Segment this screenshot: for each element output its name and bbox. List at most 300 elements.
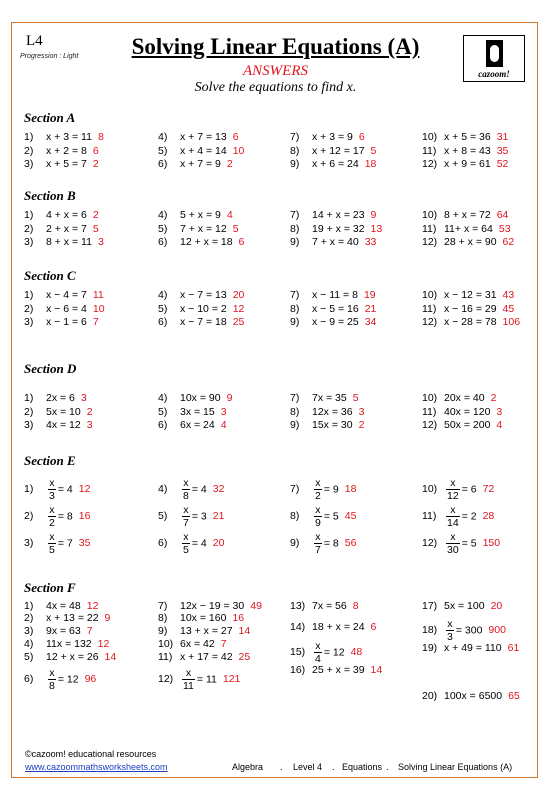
answer-value: 25	[238, 651, 251, 663]
question-number: 11)	[422, 222, 437, 235]
footer-level: Level 4	[293, 762, 323, 772]
fraction	[48, 477, 56, 502]
question-item	[158, 531, 224, 556]
equation-text: x − 5 = 16	[312, 302, 359, 315]
answer-value: 35	[496, 144, 509, 157]
footer-unit: Equations	[342, 762, 383, 772]
footer-url[interactable]: www.cazoommathsworksheets.com	[25, 762, 168, 772]
equation-rhs: = 12	[57, 673, 79, 686]
question-number: 5)	[158, 302, 168, 315]
equation-text: 8 + x = 72	[444, 209, 491, 221]
question-number: 8)	[290, 222, 300, 235]
answer-value: 6	[238, 236, 245, 248]
question-number: 8)	[290, 144, 300, 157]
answer-value: 4	[226, 209, 233, 221]
fraction	[446, 477, 460, 502]
answer-value: 9	[226, 392, 233, 404]
question-item	[290, 209, 376, 221]
equation-rhs: = 5	[323, 510, 339, 523]
question-number: 3)	[24, 419, 34, 431]
answer-value: 4	[496, 419, 503, 431]
question-item	[422, 642, 519, 654]
answer-value: 6	[370, 621, 377, 633]
question-number: 4)	[158, 131, 168, 143]
question-number: 6)	[158, 316, 168, 328]
equation-text: x + 17 = 42	[180, 651, 233, 663]
question-item	[158, 667, 240, 692]
question-number: 1)	[24, 600, 34, 612]
answer-value: 10	[232, 144, 245, 157]
equation-text: x + 4 = 14	[180, 144, 227, 157]
equation-text: x + 8 = 43	[444, 144, 491, 157]
equation-text: 12 + x = 26	[46, 651, 99, 663]
equation-text: x + 2 = 8	[46, 144, 87, 157]
fraction-denominator: 12	[447, 490, 459, 502]
fraction-denominator: 9	[315, 517, 321, 529]
question-item	[422, 209, 508, 221]
worksheet-page	[11, 22, 538, 778]
question-item	[290, 131, 365, 143]
question-number: 10)	[158, 638, 174, 650]
answer-value: 48	[350, 646, 363, 659]
fraction-numerator: x	[446, 531, 460, 544]
footer-sep-3: .	[386, 762, 389, 772]
question-item	[290, 419, 364, 431]
equation-text: 8 + x = 11	[46, 236, 92, 248]
question-item	[422, 618, 506, 643]
cazoom-logo	[463, 35, 525, 82]
question-item	[24, 651, 116, 663]
equation-rhs: = 4	[191, 483, 207, 496]
answer-value: 43	[502, 289, 515, 301]
equation-text: 20x = 40	[444, 392, 485, 404]
question-item	[24, 209, 99, 221]
fraction-numerator: x	[315, 640, 321, 652]
equation-text: x − 16 = 29	[444, 302, 497, 315]
question-number: 2)	[24, 144, 34, 157]
equation-text: 19 + x = 32	[312, 222, 365, 235]
question-item	[290, 621, 376, 633]
question-item	[24, 477, 90, 502]
question-item	[24, 531, 90, 556]
question-item	[290, 145, 376, 157]
answer-value: 14	[370, 664, 383, 676]
question-item	[24, 667, 96, 692]
equation-text: x + 13 = 22	[46, 612, 99, 624]
equation-text: 4x = 48	[46, 600, 81, 612]
question-number: 1)	[24, 131, 34, 143]
question-number: 3)	[24, 625, 34, 637]
question-number: 11)	[422, 302, 437, 315]
equation-text: 25 + x = 39	[312, 664, 365, 676]
answer-value: 5	[370, 144, 377, 157]
question-item	[24, 419, 93, 431]
answer-value: 49	[250, 600, 262, 612]
fraction-numerator: x	[315, 504, 321, 516]
equation-text: x − 7 = 13	[180, 289, 227, 301]
equation-rhs: = 300	[455, 624, 483, 637]
equation-text: x − 9 = 25	[312, 316, 359, 328]
equation-text: 7x = 35	[312, 392, 347, 404]
equation-text: x + 12 = 17	[312, 144, 365, 157]
answer-value: 7	[86, 625, 93, 637]
fraction-numerator: x	[49, 667, 55, 679]
equation-text: 2 + x = 7	[46, 222, 87, 235]
equation-text: x + 5 = 36	[444, 131, 491, 143]
answer-value: 61	[507, 642, 520, 654]
question-item	[158, 131, 239, 143]
answer-value: 65	[508, 690, 520, 702]
answer-value: 2	[358, 419, 365, 431]
question-number: 11)	[422, 510, 437, 523]
answer-value: 121	[222, 673, 241, 686]
equation-text: x − 7 = 18	[180, 316, 227, 328]
question-number: 8)	[290, 302, 300, 315]
question-number: 9)	[290, 419, 300, 431]
answer-value: 9	[370, 209, 377, 221]
answer-value: 6	[358, 131, 365, 143]
equation-text: 28 + x = 90	[444, 236, 497, 248]
equation-text: 2x = 6	[46, 392, 75, 404]
question-number: 10)	[422, 483, 438, 496]
question-item	[290, 392, 359, 404]
equation-text: 3x = 15	[180, 405, 215, 418]
question-number: 2)	[24, 510, 34, 523]
fraction-denominator: 8	[183, 490, 189, 502]
answer-value: 6	[92, 144, 99, 157]
equation-text: 13 + x = 27	[180, 625, 233, 637]
question-item	[422, 303, 514, 315]
question-item	[422, 236, 514, 248]
answer-value: 150	[482, 537, 501, 550]
answer-value: 20	[212, 537, 225, 550]
question-number: 3)	[24, 537, 34, 550]
answer-value: 18	[364, 158, 377, 170]
question-number: 8)	[290, 510, 300, 523]
fraction-denominator: 4	[315, 653, 321, 665]
answer-value: 2	[92, 158, 99, 170]
answer-value: 2	[226, 158, 233, 170]
question-number: 3)	[24, 316, 34, 328]
equation-text: 18 + x = 24	[312, 621, 365, 633]
question-number: 2)	[24, 302, 34, 315]
question-item	[422, 477, 494, 502]
question-number: 3)	[24, 236, 34, 248]
fraction-numerator: x	[315, 531, 321, 543]
answer-value: 3	[220, 405, 227, 418]
question-number: 6)	[158, 158, 168, 170]
answer-value: 56	[344, 537, 357, 550]
equation-text: 14 + x = 23	[312, 209, 365, 221]
equation-text: x + 7 = 9	[180, 158, 221, 170]
fraction-numerator: x	[183, 504, 189, 516]
answer-value: 14	[104, 651, 117, 663]
question-number: 11)	[158, 651, 173, 663]
question-item	[158, 303, 244, 315]
fraction-numerator: x	[446, 477, 460, 490]
question-item	[24, 131, 104, 143]
answer-value: 13	[370, 222, 383, 235]
question-item	[158, 316, 244, 328]
answer-value: 25	[232, 316, 245, 328]
equation-rhs: = 2	[461, 510, 477, 523]
question-number: 10)	[422, 209, 438, 221]
answer-value: 5	[232, 222, 239, 235]
answer-value: 12	[86, 600, 99, 612]
equation-text: 4x = 12	[46, 419, 81, 431]
question-number: 7)	[290, 131, 300, 143]
question-item	[422, 158, 508, 170]
fraction-numerator: x	[49, 531, 55, 543]
answer-value: 10	[92, 302, 105, 315]
question-number: 6)	[158, 419, 168, 431]
equation-text: 11+ x = 64	[444, 222, 493, 235]
question-number: 12)	[158, 673, 174, 686]
question-number: 4)	[158, 483, 168, 496]
section-heading: Section F	[24, 580, 76, 595]
equation-text: 5x = 100	[444, 600, 485, 612]
question-number: 12)	[422, 316, 438, 328]
question-number: 16)	[290, 664, 306, 676]
section-heading: Section E	[24, 453, 76, 468]
answer-value: 6	[232, 131, 239, 143]
answer-value: 106	[502, 316, 521, 328]
question-item	[158, 504, 224, 529]
fraction	[182, 667, 195, 692]
question-number: 7)	[290, 209, 300, 221]
question-number: 20)	[422, 690, 438, 702]
question-item	[24, 392, 87, 404]
question-item	[158, 419, 227, 431]
fraction-denominator: 5	[49, 544, 55, 556]
question-item	[24, 316, 99, 328]
question-number: 19)	[422, 642, 438, 654]
footer-sep-1: .	[280, 762, 283, 772]
question-number: 2)	[24, 222, 34, 235]
question-item	[158, 612, 244, 624]
equation-text: 40x = 120	[444, 405, 491, 418]
fraction	[48, 667, 56, 692]
answer-value: 64	[496, 209, 509, 221]
answer-value: 33	[364, 236, 377, 248]
equation-text: 6x = 24	[180, 419, 215, 431]
question-item	[290, 236, 376, 248]
question-number: 7)	[158, 600, 168, 612]
equation-text: 7 + x = 12	[180, 222, 227, 235]
equation-text: 11x = 132	[46, 638, 92, 650]
fraction	[182, 531, 190, 556]
section-heading: Section A	[24, 110, 76, 125]
question-item	[24, 612, 110, 624]
fraction-denominator: 3	[447, 631, 453, 643]
equation-text: 6x = 42	[180, 638, 215, 650]
question-number: 6)	[158, 236, 168, 248]
answers-label: ANSWERS	[243, 63, 308, 79]
fraction-denominator: 3	[49, 490, 55, 502]
equation-text: x + 6 = 24	[312, 158, 359, 170]
question-number: 5)	[24, 651, 34, 663]
fraction-denominator: 30	[447, 544, 459, 556]
equation-rhs: = 4	[191, 537, 207, 550]
question-item	[158, 289, 244, 301]
answer-value: 3	[86, 419, 93, 431]
question-number: 15)	[290, 646, 306, 659]
fraction-denominator: 14	[447, 517, 459, 529]
question-item	[24, 406, 93, 418]
question-number: 5)	[158, 510, 168, 523]
fraction-numerator: x	[446, 504, 460, 517]
answer-value: 72	[482, 483, 495, 496]
answer-value: 45	[344, 510, 357, 523]
question-item	[158, 638, 227, 650]
fraction-numerator: x	[49, 477, 55, 489]
question-item	[158, 145, 244, 157]
equation-text: x − 6 = 4	[46, 302, 87, 315]
question-number: 12)	[422, 537, 438, 550]
fraction-denominator: 7	[183, 517, 189, 529]
answer-value: 21	[212, 510, 225, 523]
question-number: 10)	[422, 289, 438, 301]
question-item	[422, 600, 502, 612]
question-item	[290, 600, 359, 612]
question-item	[158, 236, 244, 248]
question-item	[24, 236, 104, 248]
question-number: 5)	[158, 222, 168, 235]
fraction-denominator: 8	[49, 680, 55, 692]
answer-value: 8	[352, 600, 359, 612]
fraction	[314, 640, 322, 665]
question-item	[158, 392, 232, 404]
section-heading: Section C	[24, 268, 76, 283]
fraction-denominator: 11	[183, 680, 194, 692]
question-number: 1)	[24, 483, 34, 496]
equation-text: 10x = 90	[180, 392, 221, 404]
fraction-denominator: 2	[49, 517, 55, 529]
question-item	[158, 477, 224, 502]
fraction-numerator: x	[315, 477, 321, 489]
footer-copyright: ©cazoom! educational resources	[25, 749, 157, 759]
question-number: 5)	[158, 405, 168, 418]
question-item	[422, 690, 520, 702]
equation-rhs: = 8	[323, 537, 339, 550]
question-item	[24, 504, 90, 529]
figure-icon	[486, 40, 503, 67]
answer-value: 62	[502, 236, 515, 248]
question-number: 10)	[422, 392, 438, 404]
question-number: 4)	[158, 289, 168, 301]
answer-value: 20	[232, 289, 245, 301]
answer-value: 53	[498, 222, 511, 235]
question-number: 9)	[290, 236, 300, 248]
footer-sep-2: .	[332, 762, 335, 772]
question-item	[158, 223, 239, 235]
fraction-denominator: 5	[183, 544, 189, 556]
answer-value: 12	[232, 302, 245, 315]
question-item	[422, 289, 514, 301]
question-number: 2)	[24, 612, 34, 624]
equation-text: 9x = 63	[46, 625, 81, 637]
question-number: 8)	[158, 612, 168, 624]
question-number: 7)	[290, 289, 300, 301]
question-item	[422, 419, 502, 431]
answer-value: 16	[78, 510, 91, 523]
question-item	[422, 392, 496, 404]
question-item	[158, 406, 227, 418]
equation-rhs: = 8	[57, 510, 73, 523]
equation-text: x − 10 = 2	[180, 302, 227, 315]
fraction-numerator: x	[49, 504, 55, 516]
equation-text: x + 9 = 61	[444, 158, 491, 170]
question-item	[290, 303, 376, 315]
fraction	[48, 504, 56, 529]
question-item	[290, 477, 356, 502]
fraction	[446, 531, 460, 556]
question-item	[24, 145, 99, 157]
equation-text: x − 4 = 7	[46, 289, 87, 301]
fraction-numerator: x	[183, 477, 189, 489]
answer-value: 20	[490, 600, 503, 612]
question-number: 6)	[24, 673, 34, 686]
question-number: 9)	[158, 625, 168, 637]
equation-rhs: = 5	[461, 537, 477, 550]
equation-text: 12x = 36	[312, 405, 353, 418]
fraction	[446, 618, 454, 643]
fraction-numerator: x	[182, 667, 195, 680]
question-item	[290, 531, 356, 556]
equation-text: x − 28 = 78	[444, 316, 497, 328]
question-item	[290, 223, 382, 235]
question-number: 8)	[290, 405, 300, 418]
question-number: 1)	[24, 289, 34, 301]
fraction	[182, 477, 190, 502]
question-item	[422, 316, 520, 328]
answer-value: 3	[97, 236, 104, 248]
question-item	[290, 664, 382, 676]
answer-value: 3	[496, 405, 503, 418]
question-number: 7)	[290, 483, 300, 496]
level-label: L4	[26, 33, 43, 49]
question-number: 11)	[422, 405, 437, 418]
question-number: 12)	[422, 236, 438, 248]
question-item	[24, 289, 104, 301]
answer-value: 12	[78, 483, 91, 496]
question-item	[24, 638, 109, 650]
question-item	[24, 625, 93, 637]
answer-value: 9	[104, 612, 111, 624]
equation-text: 50x = 200	[444, 419, 491, 431]
answer-value: 2	[86, 405, 93, 418]
question-item	[422, 223, 511, 235]
equation-text: 5x = 10	[46, 405, 81, 418]
question-item	[290, 640, 362, 665]
question-number: 10)	[422, 131, 438, 143]
equation-text: 12x − 19 = 30	[180, 600, 245, 612]
equation-text: x − 11 = 8	[312, 289, 358, 301]
question-number: 6)	[158, 537, 168, 550]
answer-value: 5	[92, 222, 99, 235]
answer-value: 32	[212, 483, 225, 496]
question-item	[158, 209, 233, 221]
question-number: 9)	[290, 158, 300, 170]
question-item	[24, 303, 105, 315]
question-number: 14)	[290, 621, 306, 633]
question-item	[24, 158, 99, 170]
question-item	[158, 158, 233, 170]
question-number: 18)	[422, 624, 438, 637]
fraction-numerator: x	[447, 618, 453, 630]
question-number: 13)	[290, 600, 306, 612]
question-item	[290, 289, 376, 301]
